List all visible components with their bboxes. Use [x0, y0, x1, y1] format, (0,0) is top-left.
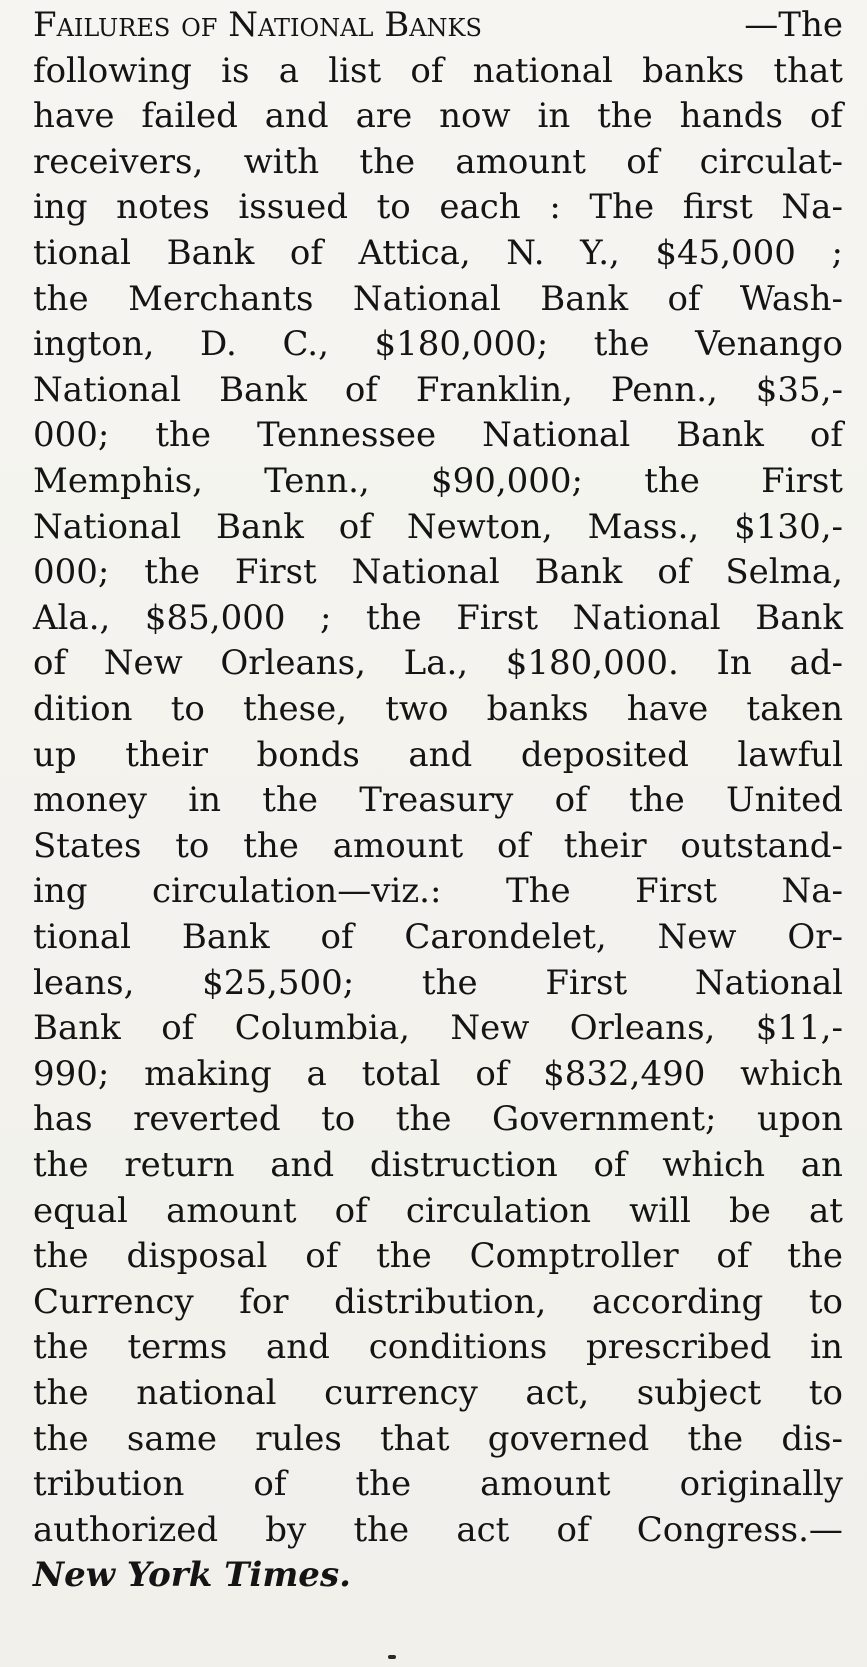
- article-word: authorized: [33, 1509, 219, 1550]
- article-word: Selma,: [725, 552, 843, 593]
- article-word: and: [270, 1145, 335, 1185]
- article-word: upon: [756, 1099, 843, 1140]
- article-word: the: [144, 552, 200, 593]
- article-word: $85,000: [144, 597, 286, 638]
- article-line: [33, 1005, 843, 1052]
- article-word: their: [563, 825, 647, 866]
- article-word: hands: [679, 96, 783, 137]
- article-word: the: [366, 597, 422, 638]
- article-word: Attica,: [358, 233, 471, 273]
- article-word: Bank: [219, 369, 307, 410]
- article-word: list: [328, 50, 382, 91]
- article-word: ing: [33, 187, 88, 228]
- article-word: distribution,: [334, 1281, 547, 1322]
- article-word: which: [662, 1145, 766, 1185]
- article-word: originally: [679, 1464, 843, 1505]
- article-word: circulation: [405, 1190, 591, 1231]
- article-word: a: [306, 1053, 327, 1094]
- article-line: [33, 686, 843, 733]
- ink-mark: [388, 1655, 396, 1659]
- article-word: the: [33, 1145, 89, 1185]
- article-line: [33, 139, 843, 186]
- article-line: [33, 48, 843, 95]
- article-word: In: [716, 643, 752, 684]
- article-word: ington,: [33, 324, 155, 365]
- article-word: act,: [525, 1373, 590, 1413]
- article-word: the: [593, 324, 650, 365]
- article-word: the: [359, 141, 416, 182]
- article-word: taken: [746, 689, 843, 729]
- article-word: Or-: [787, 917, 843, 957]
- article-word: Bank: [216, 506, 304, 547]
- article-word: issued: [238, 187, 348, 228]
- article-word: to: [808, 1281, 843, 1322]
- article-line: [33, 184, 843, 231]
- article-word: First: [635, 871, 717, 912]
- article-line: [33, 1096, 843, 1143]
- article-word: the: [33, 1373, 89, 1413]
- article-word: Orleans,: [220, 643, 366, 684]
- article-word: First: [761, 461, 843, 501]
- article-word: and: [266, 1327, 330, 1368]
- article-word: lawful: [737, 734, 843, 775]
- article-word: of: [556, 1509, 590, 1550]
- article-word: the: [421, 962, 478, 1003]
- article-word: the: [395, 1099, 452, 1140]
- article-word: by: [265, 1509, 307, 1550]
- article-word: States: [33, 825, 142, 866]
- article-word: of: [809, 415, 843, 456]
- article-word: $35,-: [755, 369, 843, 410]
- article-word: Treasury: [359, 780, 514, 821]
- article-word: circulation—viz.:: [152, 871, 442, 912]
- article-word: tribution: [33, 1464, 185, 1505]
- article-word: of: [33, 643, 67, 684]
- article-line: [33, 93, 843, 140]
- article-line: [33, 1324, 843, 1371]
- article-word: leans,: [33, 962, 135, 1003]
- article-word: the: [787, 1236, 843, 1277]
- article-word: of: [657, 552, 691, 593]
- article-word: to: [175, 825, 210, 866]
- article-word: in: [810, 1327, 843, 1368]
- article-word: to: [321, 1099, 356, 1140]
- article-word: their: [125, 734, 208, 775]
- article-word: of: [338, 506, 372, 547]
- article-word: outstand-: [680, 825, 843, 866]
- article-word: $180,000.: [505, 643, 679, 684]
- article-line: [33, 1279, 843, 1326]
- article-word: $130,-: [734, 506, 843, 547]
- article-word: will: [629, 1190, 691, 1231]
- article-word: Orleans,: [569, 1008, 716, 1049]
- article-word: United: [725, 780, 843, 821]
- article-line-0: —The: [744, 5, 843, 45]
- article-word: Government;: [491, 1099, 717, 1140]
- article-line: [33, 595, 843, 642]
- article-word: Newton,: [406, 506, 553, 547]
- article-word: :: [549, 187, 561, 228]
- article-word: the: [33, 1327, 89, 1368]
- article-word: New: [103, 643, 183, 684]
- article-word: is: [221, 50, 250, 91]
- article-word: $90,000;: [430, 461, 584, 501]
- article-word: Franklin,: [415, 369, 573, 410]
- article-word: the: [33, 278, 89, 319]
- article-word: terms: [127, 1327, 228, 1368]
- article-word: failed: [141, 96, 238, 137]
- article-word: of: [289, 233, 323, 273]
- article-line: [33, 777, 843, 824]
- article-word: 990;: [33, 1053, 110, 1094]
- article-word: be: [728, 1190, 771, 1231]
- article-word: the: [33, 1236, 89, 1277]
- article-word: National: [33, 506, 182, 547]
- article-word: have: [626, 689, 709, 729]
- article-word: dis-: [781, 1418, 843, 1459]
- article-word: Congress.—: [636, 1509, 843, 1550]
- article-word: national: [136, 1373, 277, 1413]
- article-word: National: [482, 415, 631, 456]
- article-first-line: [33, 2, 843, 49]
- article-word: tional: [33, 233, 132, 273]
- article-line: [33, 367, 843, 414]
- article-line: [33, 549, 843, 596]
- article-line: [33, 276, 843, 323]
- article-word: $180,000;: [374, 324, 549, 365]
- article-word: C.,: [282, 324, 329, 365]
- article-word: reverted: [133, 1099, 281, 1140]
- article-word: Tennessee: [256, 415, 437, 456]
- article-word: first: [682, 187, 753, 228]
- article-word: national: [472, 50, 613, 91]
- article-word: New: [657, 917, 737, 957]
- article-word: First: [545, 962, 628, 1003]
- article-word: of: [554, 780, 588, 821]
- article-word: tional: [33, 917, 132, 957]
- article-word: Wash-: [739, 278, 843, 319]
- article-byline: New York Times.: [33, 1555, 351, 1596]
- article-line: [33, 640, 843, 687]
- article-word: for: [239, 1281, 289, 1322]
- article-word: of: [809, 96, 843, 137]
- article-word: $832,490: [543, 1053, 706, 1094]
- article-line: [33, 1416, 843, 1463]
- article-word: are: [355, 96, 413, 137]
- article-word: the: [353, 1509, 410, 1550]
- article-word: the: [687, 1418, 744, 1459]
- article-word: National: [33, 369, 182, 410]
- article-word: Bank: [181, 917, 270, 957]
- article-word: National: [694, 962, 843, 1003]
- article-line: [33, 321, 843, 368]
- article-word: Comptroller: [469, 1236, 679, 1277]
- article-headline: Failures of National Banks: [33, 5, 482, 45]
- article-line: [33, 412, 843, 459]
- article-word: of: [716, 1236, 750, 1277]
- article-word: dition: [33, 689, 133, 729]
- article-word: Ala.,: [33, 597, 111, 638]
- article-word: that: [773, 50, 843, 91]
- article-word: distruction: [369, 1145, 558, 1185]
- article-word: money: [33, 780, 147, 821]
- article-word: has: [33, 1099, 93, 1140]
- article-word: in: [537, 96, 571, 137]
- article-word: have: [33, 96, 115, 137]
- article-word: of: [410, 50, 444, 91]
- article-word: return: [124, 1145, 235, 1185]
- article-word: National: [351, 552, 500, 593]
- article-word: amount: [455, 141, 586, 182]
- article-word: to: [376, 187, 411, 228]
- article-word: Na-: [781, 187, 843, 228]
- article-line: [33, 1507, 843, 1554]
- article-word: ing: [33, 871, 88, 912]
- article-word: Carondelet,: [404, 917, 607, 957]
- article-word: subject: [636, 1373, 762, 1413]
- article-line: [33, 458, 843, 505]
- article-word: Bank: [755, 597, 843, 638]
- article-word: making: [144, 1053, 272, 1094]
- article-word: First: [234, 552, 317, 593]
- article-word: act: [456, 1509, 510, 1550]
- article-word: Columbia,: [234, 1008, 410, 1049]
- article-word: currency: [324, 1373, 478, 1413]
- article-word: these,: [243, 689, 348, 729]
- article-word: Bank: [540, 278, 629, 319]
- article-word: The: [505, 871, 571, 912]
- article-word: ;: [831, 233, 843, 273]
- article-word: the: [376, 1236, 432, 1277]
- article-word: Currency: [33, 1281, 194, 1322]
- article-word: Memphis,: [33, 461, 203, 501]
- article-word: according: [591, 1281, 764, 1322]
- article-word: of: [626, 141, 660, 182]
- article-word: now: [439, 96, 511, 137]
- article-line: [33, 960, 843, 1007]
- article-word: of: [667, 278, 701, 319]
- article-word: circulat-: [699, 141, 843, 182]
- article-line: [33, 823, 843, 870]
- article-word: of: [593, 1145, 627, 1185]
- article-word: with: [243, 141, 320, 182]
- article-word: of: [305, 1236, 339, 1277]
- article-word: banks: [486, 689, 589, 729]
- article-word: the: [597, 96, 653, 137]
- article-word: Mass.,: [587, 506, 700, 547]
- article-word: of: [253, 1464, 287, 1505]
- article-word: Venango: [695, 324, 843, 365]
- article-word: First: [456, 597, 539, 638]
- article-word: bonds: [256, 734, 360, 775]
- article-word: Tenn.,: [264, 461, 370, 501]
- article-word: ad-: [789, 643, 843, 684]
- article-word: the: [262, 780, 318, 821]
- article-line: [33, 868, 843, 915]
- article-word: following: [33, 50, 192, 91]
- article-word: amount: [166, 1190, 297, 1231]
- article-word: $25,500;: [202, 962, 355, 1003]
- article-word: that: [379, 1418, 450, 1459]
- article-word: to: [808, 1373, 843, 1413]
- article-word: up: [33, 734, 77, 775]
- article-word: ;: [320, 597, 332, 638]
- article-line: [33, 230, 843, 277]
- article-line: [33, 732, 843, 779]
- article-word: same: [126, 1418, 217, 1459]
- article-word: notes: [116, 187, 210, 228]
- article-word: 000;: [33, 552, 110, 593]
- article-line: [33, 1461, 843, 1508]
- article-word: Bank: [166, 233, 255, 273]
- article-word: of: [496, 825, 530, 866]
- article-word: New: [450, 1008, 530, 1049]
- article-word: the: [155, 415, 211, 456]
- article-word: of: [161, 1008, 195, 1049]
- article-word: and: [264, 96, 329, 137]
- article-word: conditions: [368, 1327, 548, 1368]
- article-word: an: [800, 1145, 843, 1185]
- article-word: total: [361, 1053, 441, 1094]
- article-word: D.: [199, 324, 237, 365]
- article-word: prescribed: [585, 1327, 772, 1368]
- article-word: Y.,: [580, 233, 620, 273]
- article-word: National: [572, 597, 721, 638]
- article-word: amount: [332, 825, 464, 866]
- article-word: Bank: [33, 1008, 121, 1049]
- article-line: [33, 1142, 843, 1189]
- article-word: of: [475, 1053, 509, 1094]
- article-word: the: [355, 1464, 412, 1505]
- article-word: banks: [642, 50, 745, 91]
- article-word: at: [809, 1190, 843, 1231]
- article-word: the: [33, 1418, 89, 1459]
- article-word: disposal: [126, 1236, 268, 1277]
- article-word: to: [170, 689, 205, 729]
- article-line: [33, 1051, 843, 1098]
- article-word: Merchants: [128, 278, 314, 319]
- article-line: [33, 1233, 843, 1280]
- article-word: in: [188, 780, 221, 821]
- article-word: Penn.,: [610, 369, 718, 410]
- article-word: two: [385, 689, 449, 729]
- article-word: of: [320, 917, 354, 957]
- article-word: La.,: [403, 643, 469, 684]
- article-word: the: [644, 461, 700, 501]
- article-word: 000;: [33, 415, 110, 456]
- article-word: The: [589, 187, 655, 228]
- article-word: deposited: [520, 734, 689, 775]
- article-word: of: [344, 369, 378, 410]
- article-word: N.: [506, 233, 545, 273]
- article-word: receivers,: [33, 141, 204, 182]
- article-word: each: [439, 187, 521, 228]
- article-word: which: [740, 1053, 843, 1094]
- article-word: $11,-: [755, 1008, 843, 1049]
- article-word: and: [408, 734, 473, 775]
- article-line: [33, 1370, 843, 1417]
- article-word: $45,000: [655, 233, 796, 273]
- article-line: [33, 504, 843, 551]
- article-word: rules: [255, 1418, 342, 1459]
- article-word: Bank: [676, 415, 764, 456]
- article-word: a: [278, 50, 300, 91]
- article-word: the: [629, 780, 685, 821]
- article-word: Bank: [534, 552, 623, 593]
- article-word: amount: [480, 1464, 611, 1505]
- article-word: National: [352, 278, 501, 319]
- article-line: [33, 1188, 843, 1235]
- article-word: of: [334, 1190, 368, 1231]
- article-word: Na-: [781, 871, 843, 912]
- article-line: [33, 914, 843, 961]
- article-word: governed: [487, 1418, 650, 1459]
- article-word: the: [243, 825, 299, 866]
- article-word: equal: [33, 1190, 128, 1231]
